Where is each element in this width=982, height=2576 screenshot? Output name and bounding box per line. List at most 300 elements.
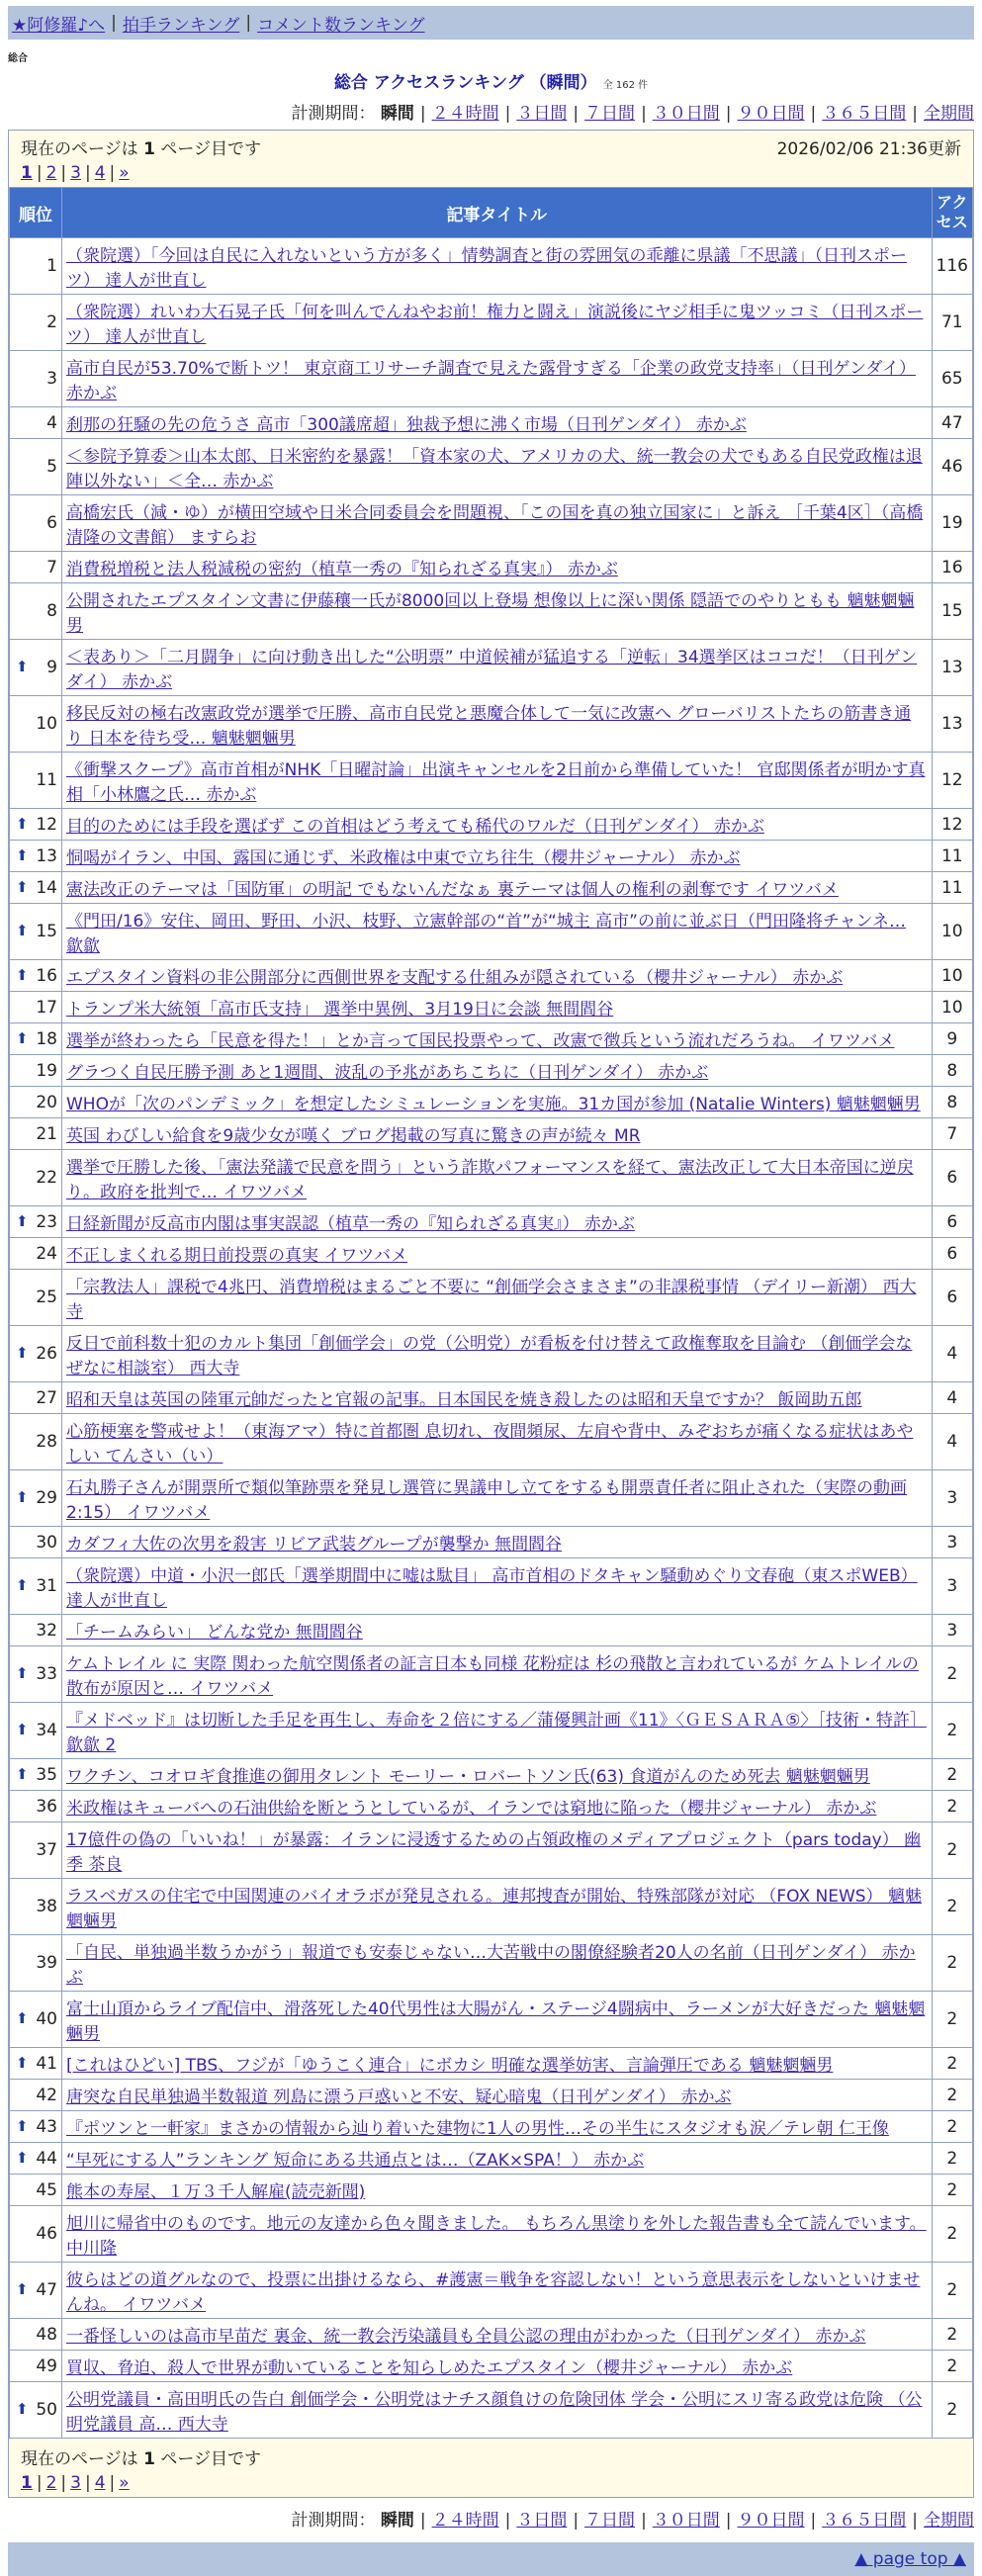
period-option[interactable]: 全期間 xyxy=(924,2511,974,2531)
up-arrow-icon: ⬆ xyxy=(16,845,29,864)
title-cell xyxy=(62,640,933,696)
table-row xyxy=(10,1527,973,1558)
rank-number: 11 xyxy=(36,770,57,790)
rank-cell xyxy=(10,809,62,841)
page-title-wrap xyxy=(0,68,982,93)
page-info-bar-bottom xyxy=(9,2439,973,2471)
title-cell xyxy=(62,238,933,295)
rank-cell xyxy=(10,1791,62,1822)
table-row xyxy=(10,696,973,753)
title-cell xyxy=(62,495,933,552)
table-row xyxy=(10,2080,973,2111)
table-row xyxy=(10,753,973,809)
title-cell xyxy=(62,696,933,753)
period-separator: | xyxy=(641,2511,647,2531)
article-title-link[interactable]: 「宗教法人」課税で4兆円、消費増税はまるごと不要に “創価学会さまさま”の非課税事情 （デイリー新潮） 西大寺 xyxy=(66,1278,917,1322)
title-cell xyxy=(62,1023,933,1055)
rank-cell xyxy=(10,407,62,439)
title-cell xyxy=(62,1118,933,1150)
title-cell xyxy=(62,2080,933,2111)
access-count: 2 xyxy=(932,2175,972,2206)
period-option[interactable]: ３６５日間 xyxy=(822,104,907,124)
period-separator: | xyxy=(573,104,580,124)
rank-cell xyxy=(10,552,62,583)
updated-time: 2026/02/06 21:36更新 xyxy=(776,139,961,159)
table-row xyxy=(10,1326,973,1382)
period-separator: | xyxy=(504,104,511,124)
pager-separator: | xyxy=(84,2473,91,2493)
article-title-link[interactable]: （衆院選）中道・小沢一郎氏「選挙期間中に嘘は駄目」 高市首相のドタキャン騒動めぐり文春砲（東スポWEB） 達人が世直し xyxy=(66,1566,918,1611)
access-count: 116 xyxy=(932,238,972,295)
top-nav-bar xyxy=(8,6,974,40)
up-arrow-icon: ⬆ xyxy=(16,1721,29,1738)
rank-cell xyxy=(10,1206,62,1238)
table-row xyxy=(10,2206,973,2263)
access-count: 8 xyxy=(932,1087,972,1118)
rank-number: 29 xyxy=(36,1488,57,1508)
rank-number: 44 xyxy=(36,2148,57,2169)
article-title-link[interactable]: 消費税増税と法人税減税の密約（植草一秀の『知られざる真実』） 赤かぶ xyxy=(66,560,618,579)
article-title-link[interactable]: 高橋宏氏（減・ゆ）が横田空域や日米合同委員会を問題視、「この国を真の独立国家に」と訴え ［千葉4区］（高橋清隆の文書館） ますらお xyxy=(66,503,924,548)
ranking-panel xyxy=(8,130,974,2498)
rank-cell xyxy=(10,1326,62,1382)
title-cell xyxy=(62,1703,933,1759)
table-row xyxy=(10,495,973,552)
pager-page-link[interactable]: 2 xyxy=(45,163,57,183)
period-separator: | xyxy=(725,2511,732,2531)
rank-number: 5 xyxy=(46,457,57,477)
access-count: 2 xyxy=(932,1759,972,1791)
article-title-link[interactable]: 彼らはどの道グルなので、投票に出掛けるなら、#護憲＝戦争を容認しない！という意思表示をしないといけませんね。 イワツバメ xyxy=(66,2270,921,2315)
title-cell xyxy=(62,2351,933,2382)
access-count: 3 xyxy=(932,1470,972,1527)
title-cell xyxy=(62,407,933,439)
title-cell xyxy=(62,1087,933,1118)
rank-number: 26 xyxy=(36,1344,57,1364)
comment-ranking-link[interactable]: コメント数ランキング xyxy=(257,15,425,36)
access-count: 2 xyxy=(932,1935,972,1992)
table-row xyxy=(10,2143,973,2175)
rank-number: 19 xyxy=(36,1060,57,1081)
table-row xyxy=(10,1238,973,1270)
table-row xyxy=(10,872,973,904)
period-option[interactable]: ３日間 xyxy=(516,2511,568,2531)
title-cell xyxy=(62,439,933,495)
article-title-link[interactable]: 富士山頂からライブ配信中、滑落死した40代男性は大腸がん・ステージ4闘病中、ラーメンが大好きだった 魑魅魍魎男 xyxy=(66,1999,926,2044)
period-option[interactable]: ２４時間 xyxy=(431,2511,499,2531)
up-arrow-icon: ⬆ xyxy=(16,814,29,833)
table-row xyxy=(10,407,973,439)
pager-page-link[interactable]: 1 xyxy=(21,163,33,183)
rank-cell xyxy=(10,2206,62,2263)
rank-cell xyxy=(10,2351,62,2382)
table-row xyxy=(10,1382,973,1414)
title-cell xyxy=(62,1879,933,1935)
pager-separator: | xyxy=(36,163,43,183)
table-row xyxy=(10,1558,973,1615)
title-cell xyxy=(62,2206,933,2263)
title-cell xyxy=(62,1646,933,1703)
access-count: 2 xyxy=(932,2351,972,2382)
pager-separator: | xyxy=(60,163,67,183)
rank-cell xyxy=(10,2143,62,2175)
rank-number: 21 xyxy=(36,1123,57,1144)
article-title-link[interactable]: [これはひどい] TBS、フジが「ゆうこく連合」にボカシ 明確な選挙妨害、言論弾圧である 魑魅魍魎男 xyxy=(66,2056,834,2076)
title-cell xyxy=(62,295,933,351)
article-title-link[interactable]: 公開されたエプスタイン文書に伊藤穰一氏が8000回以上登場 想像以上に深い関係 隠語でのやりともも 魑魅魍魎男 xyxy=(66,591,915,636)
rank-number: 16 xyxy=(36,965,57,986)
article-title-link[interactable]: 移民反対の極右改憲政党が選挙で圧勝、高市自民党と悪魔合体して一気に改憲へ グローバリストたちの筋書き通り 日本を待ち受… 魑魅魍魎男 xyxy=(66,704,912,749)
rank-cell xyxy=(10,1414,62,1470)
rank-cell xyxy=(10,1759,62,1791)
current-page-number: 1 xyxy=(143,2449,155,2469)
access-count: 47 xyxy=(932,407,972,439)
table-row xyxy=(10,2111,973,2143)
pager-top xyxy=(9,161,973,187)
period-separator: | xyxy=(912,104,918,124)
title-cell xyxy=(62,1759,933,1791)
table-row xyxy=(10,1615,973,1646)
up-arrow-icon: ⬆ xyxy=(16,1488,29,1506)
period-selector-top xyxy=(0,99,974,124)
title-cell xyxy=(62,2111,933,2143)
article-title-link[interactable]: ラスベガスの住宅で中国関連のバイオラボが発見される。連邦捜査が開始、特殊部隊が対応 （FOX NEWS） 魑魅魍魎男 xyxy=(66,1887,922,1931)
article-title-link[interactable]: 石丸勝子さんが開票所で類似筆跡票を発見し選管に異議申し立てをするも開票責任者に阻止された（実際の動画2:15） イワツバメ xyxy=(66,1478,907,1523)
page-top-link[interactable]: ▲ page top ▲ xyxy=(854,2549,966,2569)
article-title-link[interactable]: 『メドベッド』は切断した手足を再生し、寿命を２倍にする／蒲優興計画《11》〈ＧＥＳＡＲＡ⑤〉［技術・特許］ 歙歙 2 xyxy=(66,1711,927,1755)
period-separator: | xyxy=(641,104,647,124)
access-count: 3 xyxy=(932,1615,972,1646)
article-title-link[interactable]: WHOが「次のパンデミック」を想定したシミュレーションを実施。31カ国が参加 (Natalie Winters) 魑魅魍魎男 xyxy=(66,1095,921,1114)
rank-number: 23 xyxy=(36,1211,57,1232)
table-row xyxy=(10,1055,973,1087)
rank-number: 38 xyxy=(36,1897,57,1916)
pager-page-link[interactable]: 3 xyxy=(70,2473,81,2493)
table-row xyxy=(10,552,973,583)
rank-number: 27 xyxy=(36,1387,57,1408)
rank-cell xyxy=(10,1150,62,1206)
period-separator: | xyxy=(419,2511,426,2531)
rank-cell xyxy=(10,753,62,809)
article-title-link[interactable]: 唐突な自民単独過半数報道 列島に漂う戸惑いと不安、疑心暗鬼（日刊ゲンダイ） 赤かぶ xyxy=(66,2087,732,2107)
up-arrow-icon: ⬆ xyxy=(16,1028,29,1047)
period-option[interactable]: 全期間 xyxy=(924,104,974,124)
article-title-link[interactable]: 刹那の狂騒の先の危うさ 高市「300議席超」独裁予想に沸く市場（日刊ゲンダイ） 赤かぶ xyxy=(66,415,747,435)
access-count: 6 xyxy=(932,1206,972,1238)
rank-cell xyxy=(10,1270,62,1326)
total-count: 全 162 件 xyxy=(602,80,649,91)
up-arrow-icon: ⬆ xyxy=(16,922,29,939)
clap-ranking-link[interactable]: 拍手ランキング xyxy=(122,15,240,36)
table-row xyxy=(10,1759,973,1791)
rank-cell xyxy=(10,1703,62,1759)
up-arrow-icon: ⬆ xyxy=(16,2280,29,2298)
table-row xyxy=(10,1822,973,1879)
rank-number: 45 xyxy=(36,2179,57,2200)
article-title-link[interactable]: 旭川に帰省中のものです。地元の友達から色々聞きました。 もちろん黒塗りを外した報告書も全て読んでいます。 中川隆 xyxy=(66,2214,927,2259)
rank-number: 24 xyxy=(36,1243,57,1264)
up-arrow-icon: ⬆ xyxy=(16,1344,29,1362)
article-title-link[interactable]: 憲法改正のテーマは「国防軍」の明記 でもないんだなぁ 裏テーマは個人の権利の剥奪です イワツバメ xyxy=(66,880,839,900)
period-option[interactable]: ２４時間 xyxy=(431,104,499,124)
pager-page-link[interactable]: 1 xyxy=(21,2473,33,2493)
rank-number: 10 xyxy=(36,714,57,734)
rank-number: 3 xyxy=(46,369,57,389)
pager-separator: | xyxy=(109,2473,116,2493)
up-arrow-icon: ⬆ xyxy=(16,658,29,675)
table-row xyxy=(10,1935,973,1992)
pager-separator: | xyxy=(84,163,91,183)
article-title-link[interactable]: 心筋梗塞を警戒せよ！（東海アマ）特に首都圏 息切れ、夜間頻尿、左肩や背中、みぞおちが痛くなる症状はあやしい てんさい（い） xyxy=(66,1422,914,1466)
access-count: 6 xyxy=(932,1150,972,1206)
period-option[interactable]: ９０日間 xyxy=(737,104,805,124)
title-cell xyxy=(62,583,933,640)
rank-cell xyxy=(10,2263,62,2319)
access-count: 2 xyxy=(932,2382,972,2439)
rank-number: 20 xyxy=(36,1092,57,1112)
article-title-link[interactable]: 「自民、単独過半数うかがう」報道でも安泰じゃない…大苦戦中の閣僚経験者20人の名前（日刊ゲンダイ） 赤かぶ xyxy=(66,1943,916,1988)
table-row xyxy=(10,2319,973,2351)
rank-cell xyxy=(10,439,62,495)
article-title-link[interactable]: 反日で前科数十犯のカルト集団「創価学会」の党（公明党）が看板を付け替えて政権奪取を目論む （創価学会なぜなに相談室） 西大寺 xyxy=(66,1334,913,1378)
rank-cell xyxy=(10,1470,62,1527)
article-title-link[interactable]: 高市自民が53.70%で断トツ！ 東京商工リサーチ調査で見えた露骨すぎる「企業の政党支持率」（日刊ゲンダイ） 赤かぶ xyxy=(66,359,917,403)
rank-cell xyxy=(10,1087,62,1118)
table-row xyxy=(10,351,973,407)
table-row xyxy=(10,2263,973,2319)
access-count: 2 xyxy=(932,1703,972,1759)
access-count: 4 xyxy=(932,1414,972,1470)
rank-cell xyxy=(10,1558,62,1615)
period-option: 瞬間 xyxy=(380,104,414,124)
title-cell xyxy=(62,904,933,960)
title-cell xyxy=(62,992,933,1023)
up-arrow-icon: ⬆ xyxy=(16,2116,29,2135)
article-title-link[interactable]: グラつく自民圧勝予測 あと1週間、波乱の予兆があちこちに（日刊ゲンダイ） 赤かぶ xyxy=(66,1063,709,1083)
title-cell xyxy=(62,2048,933,2080)
period-option[interactable]: ９０日間 xyxy=(737,2511,805,2531)
title-cell xyxy=(62,1992,933,2048)
access-count: 6 xyxy=(932,1238,972,1270)
up-arrow-icon: ⬆ xyxy=(16,2148,29,2167)
table-row xyxy=(10,1023,973,1055)
article-title-link[interactable]: 買収、脅迫、殺人で世界が動いていることを知らしめたエプスタイン（櫻井ジャーナル） 赤かぶ xyxy=(66,2358,793,2378)
access-count: 12 xyxy=(932,809,972,841)
rank-cell xyxy=(10,1238,62,1270)
article-title-link[interactable]: カダフィ大佐の次男を殺害 リビア武装グループが襲撃か 無間閻谷 xyxy=(66,1535,563,1554)
rank-number: 28 xyxy=(36,1432,57,1452)
article-title-link[interactable]: 米政権はキューバへの石油供給を断とうとしているが、イランでは窮地に陥った（櫻井ジャーナル） 赤かぶ xyxy=(66,1799,877,1819)
pager-page-link[interactable]: 2 xyxy=(45,2473,57,2493)
article-title-link[interactable]: （衆院選）「今回は自民に入れないという方が多く」情勢調査と街の雰囲気の乖離に県議「不思議」（日刊スポーツ） 達人が世直し xyxy=(66,246,907,291)
access-count: 16 xyxy=(932,552,972,583)
article-title-link[interactable]: 日経新聞が反高市内閣は事実誤認（植草一秀の『知られざる真実』） 赤かぶ xyxy=(66,1214,635,1234)
access-count: 19 xyxy=(932,495,972,552)
pager-next-link[interactable]: » xyxy=(119,2473,130,2493)
rank-cell xyxy=(10,841,62,872)
table-row xyxy=(10,1879,973,1935)
table-row xyxy=(10,1414,973,1470)
rank-number: 42 xyxy=(36,2085,57,2105)
article-title-link[interactable]: 17億件の偽の「いいね！」が暴露：イランに浸透するための占領政権のメディアプロジェクト（pars today） 幽季 茶良 xyxy=(66,1830,922,1875)
rank-cell xyxy=(10,1992,62,2048)
table-row xyxy=(10,1470,973,1527)
title-cell xyxy=(62,1382,933,1414)
pager-page-link[interactable]: 4 xyxy=(94,163,106,183)
article-title-link[interactable]: 一番怪しいのは高市早苗だ 裏金、統一教会汚染議員も全員公認の理由がわかった（日刊ゲンダイ） 赤かぶ xyxy=(66,2327,866,2347)
title-cell xyxy=(62,351,933,407)
rank-number: 31 xyxy=(36,1576,57,1596)
period-option[interactable]: ７日間 xyxy=(584,104,636,124)
article-title-link[interactable]: トランプ米大統領「高市氏支持」 選挙中異例、3月19日に会談 無間閻谷 xyxy=(66,1000,614,1020)
rank-cell xyxy=(10,2111,62,2143)
title-cell xyxy=(62,2263,933,2319)
title-cell xyxy=(62,2143,933,2175)
access-count: 2 xyxy=(932,2319,972,2351)
table-row xyxy=(10,2382,973,2439)
pager-next-link[interactable]: » xyxy=(119,163,130,183)
pager-page-link[interactable]: 4 xyxy=(94,2473,106,2493)
current-page-info-bottom xyxy=(21,2444,261,2469)
rank-cell xyxy=(10,1527,62,1558)
table-row xyxy=(10,1087,973,1118)
table-row xyxy=(10,2048,973,2080)
article-title-link[interactable]: （衆院選）れいわ大石晃子氏「何を叫んでんねやお前！権力と闘え」演説後にヤジ相手に鬼ツッコミ（日刊スポーツ） 達人が世直し xyxy=(66,303,924,347)
article-title-link[interactable]: エプスタイン資料の非公開部分に西側世界を支配する仕組みが隠されている（櫻井ジャーナル） 赤かぶ xyxy=(66,968,844,988)
access-count: 8 xyxy=(932,1055,972,1087)
current-page-prefix: 現在のページは xyxy=(21,139,138,159)
rank-number: 50 xyxy=(36,2400,57,2420)
period-option[interactable]: ３０日間 xyxy=(652,104,720,124)
article-title-link[interactable]: 昭和天皇は英国の陸軍元帥だったと官報の記事。日本国民を焼き殺したのは昭和天皇ですか？ 飯岡助五郎 xyxy=(66,1390,862,1410)
rank-cell xyxy=(10,351,62,407)
up-arrow-icon: ⬆ xyxy=(16,1211,29,1230)
rank-cell xyxy=(10,295,62,351)
title-cell xyxy=(62,1527,933,1558)
rank-number: 41 xyxy=(36,2053,57,2074)
article-title-link[interactable]: ＜参院予算委＞山本太郎、日米密約を暴露！「資本家の犬、アメリカの犬、統一教会の犬でもある自民党政権は退陣以外ない」＜全… 赤かぶ xyxy=(66,447,923,491)
ranking-table xyxy=(9,187,973,2439)
pager-separator: | xyxy=(60,2473,67,2493)
access-count: 4 xyxy=(932,1326,972,1382)
rank-number: 47 xyxy=(36,2280,57,2300)
article-title-link[interactable]: 不正しまくれる期日前投票の真実 イワツバメ xyxy=(66,1246,408,1266)
access-count: 2 xyxy=(932,1879,972,1935)
rank-cell xyxy=(10,2080,62,2111)
rank-cell xyxy=(10,2175,62,2206)
rank-cell xyxy=(10,1615,62,1646)
rank-number: 18 xyxy=(36,1028,57,1049)
access-count: 2 xyxy=(932,1646,972,1703)
title-cell xyxy=(62,809,933,841)
pager-page-link[interactable]: 3 xyxy=(70,163,81,183)
rank-number: 34 xyxy=(36,1721,57,1740)
table-row xyxy=(10,1118,973,1150)
article-title-link[interactable]: 《衝撃スクープ》高市首相がNHK「日曜討論」出演キャンセルを2日前から準備していた！ 官邸関係者が明かす真相「小林鷹之氏… 赤かぶ xyxy=(66,760,926,805)
access-count: 10 xyxy=(932,992,972,1023)
access-count: 2 xyxy=(932,2263,972,2319)
access-count: 2 xyxy=(932,2206,972,2263)
table-row xyxy=(10,1703,973,1759)
rank-cell xyxy=(10,904,62,960)
rank-number: 43 xyxy=(36,2116,57,2137)
title-cell xyxy=(62,2175,933,2206)
rank-cell xyxy=(10,1382,62,1414)
article-title-link[interactable]: ワクチン、コオロギ食推進の御用タレント モーリー・ロバートソン氏(63) 食道がんのため死去 魑魅魍魎男 xyxy=(66,1767,870,1787)
site-home-link[interactable]: ★阿修羅♪へ xyxy=(12,15,106,36)
table-row xyxy=(10,1206,973,1238)
period-option[interactable]: ３０日間 xyxy=(652,2511,720,2531)
article-title-link[interactable]: 熊本の寿屋、１万３千人解雇(読売新聞) xyxy=(66,2182,366,2202)
rank-number: 4 xyxy=(46,412,57,433)
rank-number: 39 xyxy=(36,1953,57,1973)
title-cell xyxy=(62,1206,933,1238)
article-title-link[interactable]: 公明党議員・高田明氏の告白 創価学会・公明党はナチス顔負けの危険団体 学会・公明にスリ寄る政党は危険 （公明党議員 高… 西大寺 xyxy=(66,2390,923,2435)
current-page-number: 1 xyxy=(143,139,155,159)
access-count: 2 xyxy=(932,1791,972,1822)
access-count: 13 xyxy=(932,640,972,696)
rank-number: 48 xyxy=(36,2324,57,2345)
rank-number: 8 xyxy=(46,601,57,621)
article-title-link[interactable]: 選挙が終わったら「民意を得た！」とか言って国民投票やって、改憲で徴兵という流れだろうね。 イワツバメ xyxy=(66,1031,895,1051)
rank-number: 13 xyxy=(36,845,57,866)
access-count: 6 xyxy=(932,1270,972,1326)
access-count: 2 xyxy=(932,2080,972,2111)
up-arrow-icon: ⬆ xyxy=(16,1764,29,1783)
article-title-link[interactable]: 恫喝がイラン、中国、露国に通じず、米政権は中東で立ち往生（櫻井ジャーナル） 赤かぶ xyxy=(66,848,741,868)
article-title-link[interactable]: ＜表あり＞「二月闘争」に向け動き出した“公明票” 中道候補が猛追する「逆転」34選挙区はココだ！（日刊ゲンダイ） 赤かぶ xyxy=(66,648,918,692)
period-option[interactable]: ３日間 xyxy=(516,104,568,124)
up-arrow-icon: ⬆ xyxy=(16,2009,29,2027)
table-row xyxy=(10,841,973,872)
rank-number: 33 xyxy=(36,1664,57,1684)
rank-number: 22 xyxy=(36,1168,57,1188)
access-count: 3 xyxy=(932,1527,972,1558)
article-title-link[interactable]: 「チームみらい」 どんな党か 無間閻谷 xyxy=(66,1623,363,1643)
article-title-link[interactable]: 選挙で圧勝した後、「憲法発議で民意を問う」という詐欺パフォーマンスを経て、憲法改正して大日本帝国に逆戻り。政府を批判で… イワツバメ xyxy=(66,1158,914,1202)
article-title-link[interactable]: 英国 わびしい給食を9歳少女が嘆く ブログ掲載の写真に驚きの声が続々 MR xyxy=(66,1126,641,1146)
period-separator: | xyxy=(810,2511,817,2531)
table-row xyxy=(10,2175,973,2206)
table-row xyxy=(10,583,973,640)
page-title: 総合 アクセスランキング （瞬間） xyxy=(333,73,597,93)
article-title-link[interactable]: 《門田/16》安住、岡田、野田、小沢、枝野、立憲幹部の“首”が“城主 高市”の前に並ぶ日（門田隆将チャンネ… 歙歙 xyxy=(66,912,906,956)
rank-cell xyxy=(10,2048,62,2080)
rank-number: 7 xyxy=(46,557,57,577)
current-page-prefix: 現在のページは xyxy=(21,2449,138,2469)
table-row xyxy=(10,2351,973,2382)
article-title-link[interactable]: 『ポツンと一軒家』まさかの情報から辿り着いた建物に1人の男性…その半生にスタジオも涙／テレ朝 仁王像 xyxy=(66,2119,889,2139)
period-option[interactable]: ７日間 xyxy=(584,2511,636,2531)
up-arrow-icon: ⬆ xyxy=(16,1576,29,1594)
period-option[interactable]: ３６５日間 xyxy=(822,2511,907,2531)
rank-cell xyxy=(10,1023,62,1055)
access-count: 10 xyxy=(932,960,972,992)
period-separator: | xyxy=(573,2511,580,2531)
article-title-link[interactable]: ケムトレイル に 実際 関わった航空関係者の証言日本も同様 花粉症は 杉の飛散と言われているが ケムトレイルの 散布が原因と… イワツバメ xyxy=(66,1654,919,1699)
rank-cell xyxy=(10,872,62,904)
table-row xyxy=(10,1791,973,1822)
table-row xyxy=(10,809,973,841)
article-title-link[interactable]: 目的のためには手段を選ばず この首相はどう考えても稀代のワルだ（日刊ゲンダイ） 赤かぶ xyxy=(66,817,764,837)
rank-cell xyxy=(10,1118,62,1150)
access-count: 3 xyxy=(932,1558,972,1615)
access-count: 71 xyxy=(932,295,972,351)
header-rank: 順位 xyxy=(10,188,62,238)
article-title-link[interactable]: “早死にする人”ランキング 短命にある共通点とは…（ZAK×SPA！） 赤かぶ xyxy=(66,2151,645,2171)
rank-cell xyxy=(10,640,62,696)
rank-number: 35 xyxy=(36,1764,57,1785)
